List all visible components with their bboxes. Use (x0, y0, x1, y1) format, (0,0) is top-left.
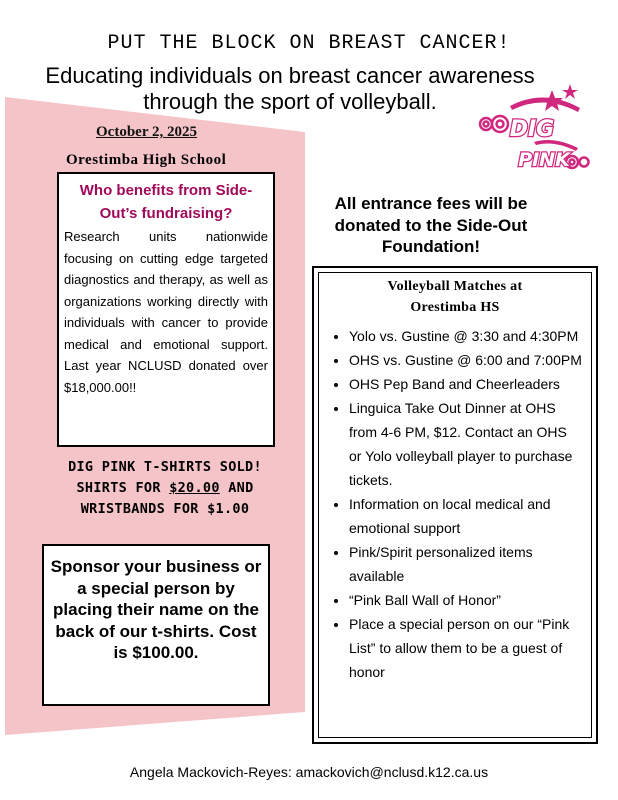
benefits-box (57, 172, 275, 447)
benefits-heading: Who benefits from Side-Out’s fundraising? (79, 182, 253, 222)
subheadline: Educating individuals on breast cancer awareness through the sport of volleyball. (45, 63, 535, 114)
list-item: • Information on local medical and emotional support (349, 492, 583, 540)
shirt-sale-info (45, 457, 285, 520)
school-name: Orestimba High School (66, 152, 227, 168)
benefits-body: Research units nationwide focusing on cutting edge targeted diagnostics and therapy, as well as organizations working directly with individuals with cancer to provide medical and emotional support. Last year NCLUSD donated over $18,000.00!! (64, 229, 268, 395)
list-item: • Yolo vs. Gustine @ 3:30 and 4:30PM (349, 324, 583, 348)
matches-title-line1: Volleyball Matches at (387, 279, 523, 294)
sponsor-text: Sponsor your business or a special person by placing their name on the back of our t-shirts. Cost is $100.00. (50, 557, 262, 662)
wristband-price-line: WRISTBANDS FOR $1.00 (80, 501, 250, 517)
contact-line: Angela Mackovich-Reyes: amackovich@nclusd.k12.ca.us (129, 764, 489, 780)
shirt-sale-prefix: SHIRTS FOR (76, 480, 170, 496)
shirt-sale-line2 (45, 478, 285, 499)
logo-pink-text: PINK (518, 149, 570, 171)
sponsor-box (42, 544, 270, 706)
shirt-price: $20.00 (169, 480, 220, 496)
list-item: • Place a special person on our “Pink List” to allow them to be a guest of honor (349, 612, 583, 684)
matches-title-line2: Orestimba HS (410, 300, 500, 315)
list-item: • OHS vs. Gustine @ 6:00 and 7:00PM (349, 348, 583, 372)
matches-box (312, 266, 598, 744)
list-item: • “Pink Ball Wall of Honor” (349, 588, 583, 612)
entrance-fees-note: All entrance fees will be donated to the Side-Out Foundation! (334, 194, 528, 256)
logo-dig-text: DIG (509, 117, 555, 142)
shirt-sale-suffix: AND (219, 480, 254, 496)
dig-pink-logo (474, 84, 594, 180)
matches-title (319, 276, 591, 318)
list-item: • Linguica Take Out Dinner at OHS from 4-6 PM, $12. Contact an OHS or Yolo volleyball player to purchase tickets. (349, 396, 583, 492)
matches-inner-frame (318, 272, 592, 738)
shirt-sale-line1: DIG PINK T-SHIRTS SOLD! (68, 459, 262, 475)
list-item: • OHS Pep Band and Cheerleaders (349, 372, 583, 396)
list-item: • Pink/Spirit personalized items available (349, 540, 583, 588)
event-date: October 2, 2025 (96, 124, 197, 140)
headline: PUT THE BLOCK ON BREAST CANCER! (107, 32, 511, 55)
matches-list (319, 324, 591, 684)
